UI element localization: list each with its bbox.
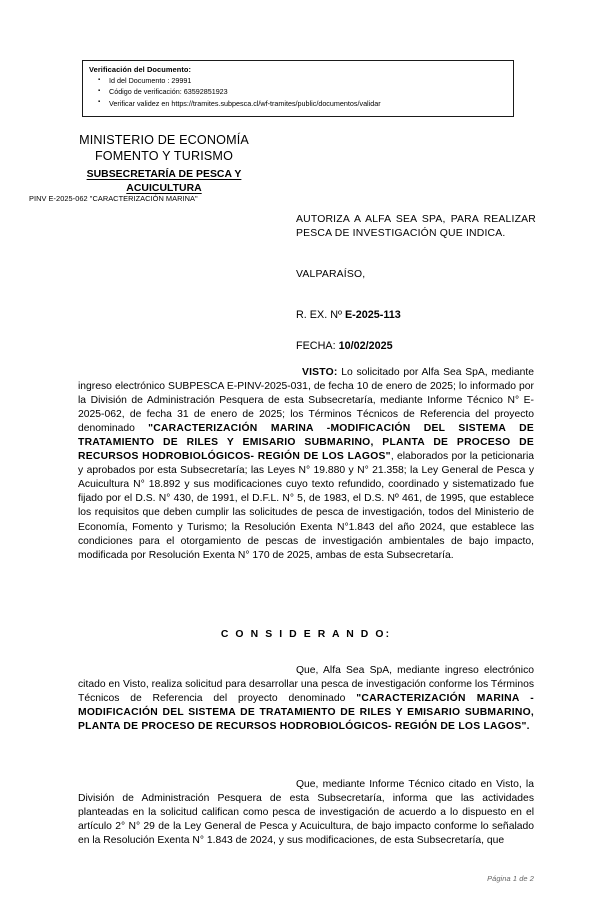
considerando-heading: C O N S I D E R A N D O:: [220, 629, 392, 640]
ministry-line-1: MINISTERIO DE ECONOMÍA: [79, 133, 249, 147]
verification-title: Verificación del Documento:: [89, 65, 192, 74]
verification-list: [83, 75, 513, 109]
resolution-number-value: E-2025-113: [344, 309, 401, 322]
verification-item-validate-url: ▪ Verificar validez en https://tramites.subpesca.cl/wf-tramites/public/documentos/validar: [109, 98, 513, 109]
resolution-date-line: [296, 339, 536, 353]
considerando-paragraph-1: [78, 664, 534, 734]
project-reference-code: PINV E-2025-062 "CARACTERIZACIÓN MARINA": [29, 194, 198, 203]
resolution-place: VALPARAÍSO,: [296, 269, 366, 281]
verification-item-code: ▪ Código de verificación: 63592851923: [109, 86, 513, 97]
resolution-date-label: FECHA:: [296, 340, 339, 353]
resolution-number-label: R. EX. Nº: [296, 309, 345, 322]
considerando-2-text: [78, 778, 534, 848]
page-footer: [0, 874, 534, 883]
resolution-date-value: 10/02/2025: [338, 340, 393, 353]
visto-project-title: "CARACTERIZACIÓN MARINA -MODIFICACIÓN DEL SISTEMA DE TRATAMIENTO DE RILES Y EMISARIO SUBMARINO, PLANTA DE PROCESO DE RECURSOS HODROBIOLÓGICOS- REGIÓN DE LOS LAGOS": [78, 423, 534, 463]
subsecretaria-line-1: SUBSECRETARÍA DE PESCA Y: [86, 169, 242, 180]
subsecretaria-line-2: ACUICULTURA: [126, 182, 202, 194]
resolution-subject: AUTORIZA A ALFA SEA SPA, PARA REALIZAR PESCA DE INVESTIGACIÓN QUE INDICA.: [296, 214, 536, 240]
considerando-2-body: Que, mediante Informe Técnico citado en Visto, la División de Administración Pesquera de esta Subsecretaría, informa que las actividades planteadas en la solicitud califican como pesca de investigación de acuerdo a lo dispuesto en el artículo 2° N° 29 de la Ley General de Pesca y Acuicultura, de bajo impacto conforme lo señalado en la Resolución Exenta N° 1.843 de 2024, y sus modificaciones, de esta Subsecretaría, que: [78, 779, 534, 847]
visto-part-1: Lo solicitado por Alfa Sea SpA, mediante ingreso electrónico SUBPESCA E-PINV-2025-031, de fecha 10 de enero de 2025; lo informado por la División de Administración Pesquera de esta Subsecretaría, mediante Informe Técnico N° E-2025-062, de fecha 31 de enero de 2025; los Términos Técnicos de Referencia del proyecto denominado: [78, 367, 534, 435]
resolution-number-line: [296, 308, 536, 322]
considerando-1-project-title: "CARACTERIZACIÓN MARINA -MODIFICACIÓN DEL SISTEMA DE TRATAMIENTO DE RILES Y EMISARIO SUBMARINO, PLANTA DE PROCESO DE RECURSOS HODROBIOLÓGICOS- REGIÓN DE LOS LAGOS".: [78, 693, 534, 733]
visto-part-2: , elaborados por la peticionaria y aprobados por esta Subsecretaría; las Leyes N° 19.880 y N° 21.358; la Ley General de Pesca y Acuicultura N° 18.892 y sus modificaciones cuyo texto refundido, coordinado y sistematizado fue fijado por el D.S. N° 430, de 1991, el D.F.L. N° 5, de 1983, el D.S. Nº 461, de 1995, que establece los requisitos que deben cumplir las solicitudes de pesca de investigación, todos del Ministerio de Economía, Fomento y Turismo; la Resolución Exenta N°1.843 del año 2024, que establece las condiciones para el otorgamiento de pescas de investigación ambientales de bajo impacto, modificada por Resolución Exenta N° 170 de 2025, ambas de esta Subsecretaría.: [78, 451, 534, 561]
considerando-1-text: [78, 664, 534, 734]
visto-label: VISTO:: [302, 367, 338, 378]
page-number-label: Página 1 de 2: [487, 874, 534, 883]
visto-text: [78, 366, 534, 563]
subsecretaria-letterhead: [46, 168, 282, 195]
ministry-letterhead: [46, 133, 282, 164]
ministry-line-2: FOMENTO Y TURISMO: [94, 148, 234, 163]
resolution-heading-block: [296, 213, 536, 353]
considerando-1-part-1: Que, Alfa Sea SpA, mediante ingreso electrónico citado en Visto, realiza solicitud para desarrollar una pesca de investigación conforme los Términos Técnicos de Referencia del proyecto denominado: [78, 665, 534, 705]
visto-paragraph: [78, 366, 534, 563]
verification-item-document-id: ▪ Id del Documento : 29991: [109, 75, 513, 86]
considerando-paragraph-2: [78, 778, 534, 848]
verification-box: [82, 60, 514, 117]
